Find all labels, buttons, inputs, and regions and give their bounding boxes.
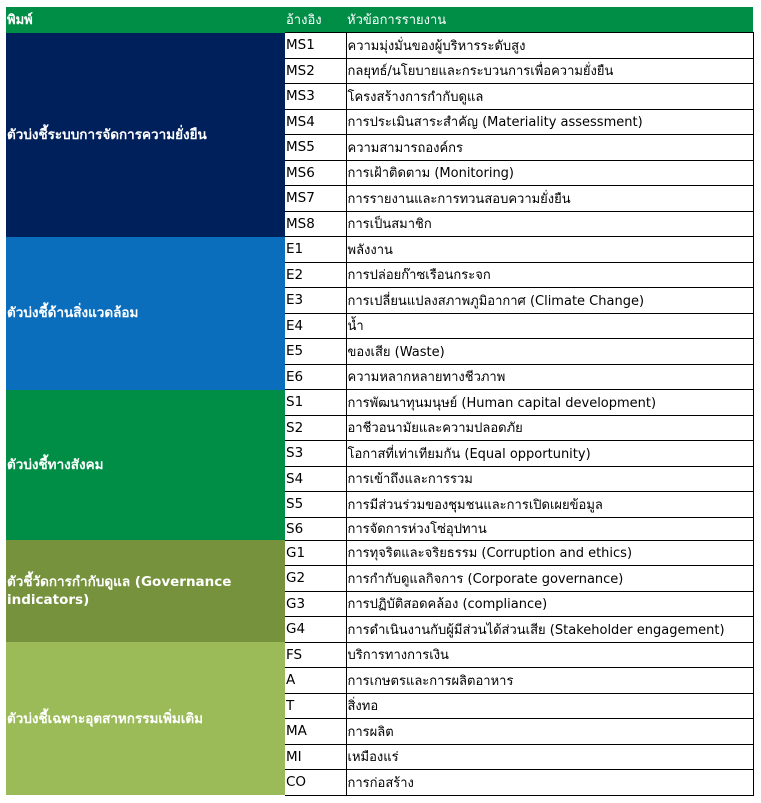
reference-cell: MS3 — [285, 84, 346, 110]
reference-cell: MS1 — [285, 33, 346, 59]
topic-cell: อาชีวอนามัยและความปลอดภัย — [346, 415, 753, 441]
reference-cell: E1 — [285, 237, 346, 263]
topic-cell: บริการทางการเงิน — [346, 642, 753, 668]
header-topic: หัวข้อการรายงาน — [346, 7, 753, 33]
topic-cell: การดำเนินงานกับผู้มีส่วนได้ส่วนเสีย (Stakeholder engagement) — [346, 617, 753, 643]
reference-cell: FS — [285, 642, 346, 668]
topic-cell: น้ำ — [346, 313, 753, 339]
topic-cell: การกำกับดูแลกิจการ (Corporate governance) — [346, 566, 753, 592]
reference-cell: S3 — [285, 441, 346, 467]
topic-cell: ความสามารถองค์กร — [346, 135, 753, 161]
reference-cell: G4 — [285, 617, 346, 643]
category-cell: ตัวบ่งชี้ทางสังคม — [6, 390, 285, 541]
reference-cell: E6 — [285, 364, 346, 390]
topic-cell: การจัดการห่วงโซ่อุปทาน — [346, 517, 753, 540]
topic-cell: กลยุทธ์/นโยบายและกระบวนการเพื่อความยั่งยืน — [346, 58, 753, 84]
reference-cell: A — [285, 668, 346, 694]
topic-cell: การรายงานและการทวนสอบความยั่งยืน — [346, 186, 753, 212]
reference-cell: MI — [285, 744, 346, 770]
category-cell: ตัวชี้วัดการกำกับดูแล (Governance indicators) — [6, 540, 285, 642]
topic-cell: เหมืองแร่ — [346, 744, 753, 770]
reference-cell: E2 — [285, 262, 346, 288]
topic-cell: โครงสร้างการกำกับดูแล — [346, 84, 753, 110]
topic-cell: การเปลี่ยนแปลงสภาพภูมิอากาศ (Climate Change) — [346, 288, 753, 314]
reference-cell: S5 — [285, 492, 346, 518]
reference-cell: S1 — [285, 390, 346, 416]
topic-cell: สิ่งทอ — [346, 693, 753, 719]
table-row — [6, 237, 753, 263]
reference-cell: MS5 — [285, 135, 346, 161]
reference-cell: MS2 — [285, 58, 346, 84]
reference-cell: MA — [285, 719, 346, 745]
topic-cell: การปล่อยก๊าซเรือนกระจก — [346, 262, 753, 288]
topic-cell: พลังงาน — [346, 237, 753, 263]
topic-cell: โอกาสที่เท่าเทียมกัน (Equal opportunity) — [346, 441, 753, 467]
topic-cell: การพัฒนาทุนมนุษย์ (Human capital development) — [346, 390, 753, 416]
reference-cell: S6 — [285, 517, 346, 540]
reference-cell: S2 — [285, 415, 346, 441]
table-row — [6, 540, 753, 566]
table-header-row — [6, 7, 753, 33]
reference-cell: E3 — [285, 288, 346, 314]
reference-cell: T — [285, 693, 346, 719]
reference-cell: MS7 — [285, 186, 346, 212]
topic-cell: การเป็นสมาชิก — [346, 211, 753, 237]
category-cell: ตัวบ่งชี้เฉพาะอุตสาหกรรมเพิ่มเติม — [6, 642, 285, 795]
reference-cell: G1 — [285, 540, 346, 566]
reference-cell: MS6 — [285, 160, 346, 186]
table-body — [6, 33, 753, 796]
topic-cell: การประเมินสาระสำคัญ (Materiality assessment) — [346, 109, 753, 135]
topic-cell: การเกษตรและการผลิตอาหาร — [346, 668, 753, 694]
reference-cell: MS4 — [285, 109, 346, 135]
category-cell: ตัวบ่งชี้ระบบการจัดการความยั่งยืน — [6, 33, 285, 237]
reference-cell: S4 — [285, 466, 346, 492]
reference-cell: E5 — [285, 339, 346, 365]
reference-cell: E4 — [285, 313, 346, 339]
table-row — [6, 33, 753, 59]
table-row — [6, 642, 753, 668]
topic-cell: ของเสีย (Waste) — [346, 339, 753, 365]
topic-cell: การก่อสร้าง — [346, 770, 753, 796]
topic-cell: การมีส่วนร่วมของชุมชนและการเปิดเผยข้อมูล — [346, 492, 753, 518]
header-category: พิมพ์ — [6, 7, 285, 33]
table-row — [6, 390, 753, 416]
topic-cell: ความมุ่งมั่นของผู้บริหารระดับสูง — [346, 33, 753, 59]
category-cell: ตัวบ่งชี้ด้านสิ่งแวดล้อม — [6, 237, 285, 390]
topic-cell: การเข้าถึงและการรวม — [346, 466, 753, 492]
topic-cell: การผลิต — [346, 719, 753, 745]
reference-cell: MS8 — [285, 211, 346, 237]
reporting-topics-table — [6, 7, 754, 796]
topic-cell: การปฏิบัติสอดคล้อง (compliance) — [346, 591, 753, 617]
topic-cell: การทุจริตและจริยธรรม (Corruption and ethics) — [346, 540, 753, 566]
topic-cell: ความหลากหลายทางชีวภาพ — [346, 364, 753, 390]
topic-cell: การเฝ้าติดตาม (Monitoring) — [346, 160, 753, 186]
header-reference: อ้างอิง — [285, 7, 346, 33]
reference-cell: G3 — [285, 591, 346, 617]
reference-cell: G2 — [285, 566, 346, 592]
reference-cell: CO — [285, 770, 346, 796]
